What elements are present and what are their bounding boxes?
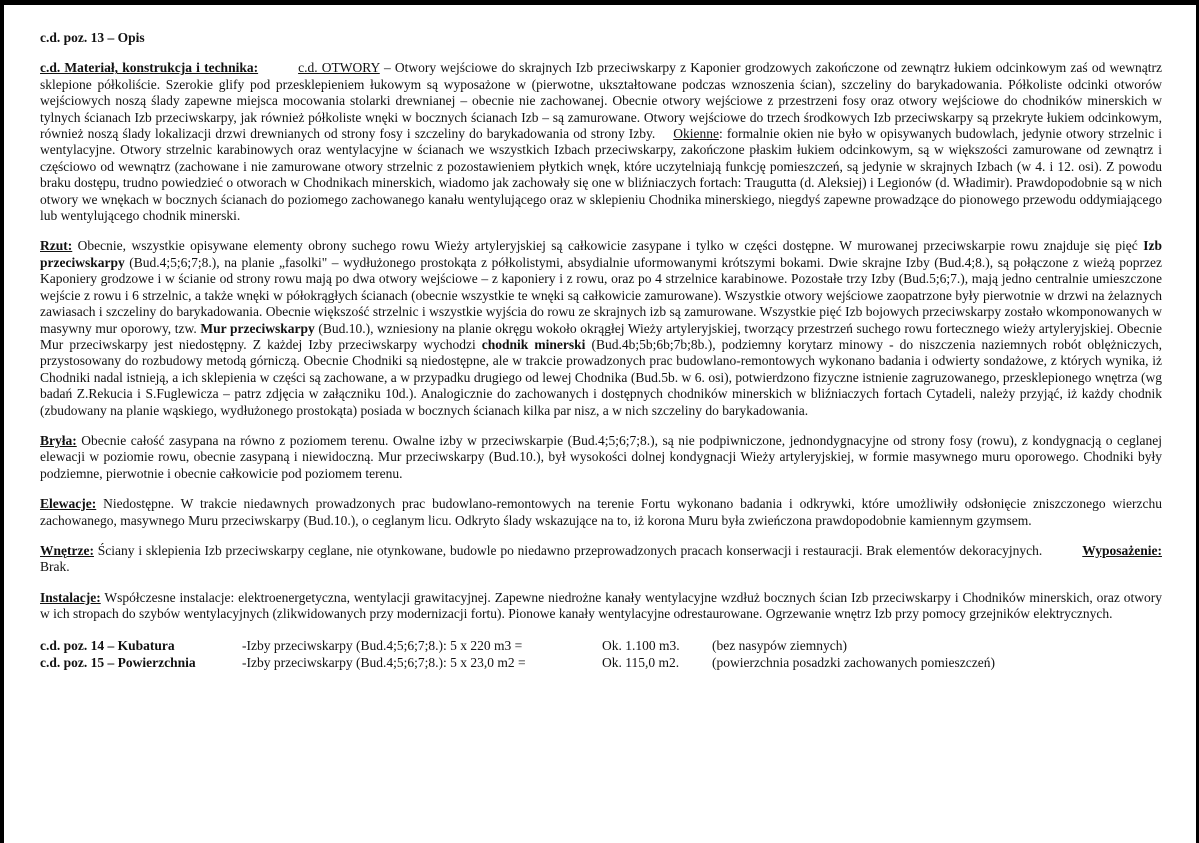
section-instalacje-label: Instalacje: — [40, 589, 101, 605]
footer-row-kubatura — [40, 637, 1162, 654]
section-instalacje-text: Współczesne instalacje: elektroenergetyczna, wentylacji grawitacyjnej. Zapewne niedrożne kanały wentylacyjne wzdłuż bocznych ścian Izb przeciwskarpy i Chodników minerskich, oraz otwory w ich stropach do szybów wentylacyjnych (zlikwidowanych przy modernizacji fortu). Pionowe kanały wentylacyjne odrestaurowane. Ogrzewanie wnętrz Izb przy pomocy grzejników elektrycznych. — [40, 589, 1162, 622]
scan-border-top — [0, 0, 1199, 5]
footer-label: c.d. poz. 15 – Powierzchnia — [40, 654, 196, 670]
section-bryla-label: Bryła: — [40, 432, 77, 448]
section-instalacje — [40, 590, 1162, 623]
section-rzut-label: Rzut: — [40, 238, 73, 254]
section-elewacje-label: Elewacje: — [40, 496, 97, 512]
section-wyposazenie-label: Wyposażenie: — [1082, 542, 1162, 558]
section-bryla-text: Obecnie całość zasypana na równo z poziomem terenu. Owalne izby w przeciwskarpie (Bud.4;5;6;7;8.), są nie podpiwniczone, jednondygnacyjne od strony fosy (rowu), z kondygnacją o ceglanej elewacji w poziomie rowu, obecnie zasypaną i niewidoczną. Mur przeciwskarpy (Bud.10.), był wysokości dolnej kondygnacji Wieży artyleryjskiej, w formie masywnego muru oporowego. Chodniki były podziemne, pierwotnie i obecnie całkowicie pod poziomem terenu. — [40, 432, 1162, 481]
scan-border-left — [0, 0, 4, 843]
section-bryla — [40, 433, 1162, 482]
section-material-text1: – Otwory wejściowe do skrajnych Izb przeciwskarpy z Kaponier grodzowych zakończone od zewnątrz łukiem odcinkowym zaś od wewnątrz sklepione półkoliście. Szerokie glify pod przesklepieniem łukowym są wyposażone w (pierwotne, ukształtowane podczas wznoszenia ścian), szczeliny do barykadowania. Półkoliste odcinki otworów wejściowych noszą ślady zapewne miejsca mocowania stolarki drewnianej – obecnie nie zachowanej. Obecnie otwory wejściowe z przestrzeni fosy oraz otwory wejściowe do chodników minerskich w tylnych ścianach Izb przeciwskarpy, jak również półkoliste wnęki w bocznych ścianach Izb – są zamurowane. Otwory wejściowe do trzech środkowych Izb przeciwskarpy są przekryte łukiem odcinkowym, również noszą ślady lokalizacji drzwi drewnianych od strony fosy i szczeliny do barykadowania od strony Izby. — [40, 60, 1162, 142]
section-rzut-text3: (Bud.10.), wzniesiony na planie okręgu wokoło okrągłej Wieży artyleryjskiej, tworzący przestrzeń suchego rowu fortecznego wieży artyleryjskiej. Obecnie Mur przeciwskarpy jest niedostępny. Z każdej Izby przeciwskarpy wychodzi — [40, 320, 1162, 352]
subsection-otwory-label: c.d. OTWORY — [298, 60, 380, 76]
footer-value: Ok. 115,0 m2. — [602, 654, 680, 670]
section-elewacje-text: Niedostępne. W trakcie niedawnych prowadzonych prac budowlano-remontowych na terenie Fortu wykonano badania i odkrywki, które umożliwiły odsłonięcie zniszczonego wierzchu zachowanego, masywnego Muru przeciwskarpy (Bud.10.), o ceglanym licu. Odkryto ślady wskazujące na to, iż korona Muru była zwieńczona prawdopodobnie kamiennym gzymsem. — [40, 496, 1162, 528]
section-wnetrze-label: Wnętrze: — [40, 542, 94, 558]
section-rzut-text2: (Bud.4;5;6;7;8.), na planie „fasolki" – wydłużonego prostokąta z półkolistymi, absydialnie uformowanymi krótszymi bokami. Dwie skrajne Izby (Bud.4;8.), są połączone z wieżą poprzez Kaponiery grodzowe i w ścianie od strony rowu mają po dwa otwory wejściowe – z kaponiery i z rowu, oraz po 4 strzelnice karabinowe. Pozostałe trzy Izby (Bud.5;6;7.), mają jedno centralnie umieszczone wejście z rowu i 6 strzelnic, a także wnęki w półokrągłych ścianach (obecnie wszystkie te wnęki są całkowicie zamurowane). Wszystkie otwory wejściowe zaopatrzone były pierwotnie w drzwi na żelaznych zawiasach i szczeliny do barykadowania. Obecnie większość strzelnic i wszystkie wyjścia do rowu ze skrajnych izb są zamurowane. Wszystkie pięć Izb bojowych przeciwskarpy zostało wkomponowanych w masywny mur oporowy, tzw. — [40, 254, 1162, 336]
section-wnetrze — [40, 543, 1162, 576]
section-material-text2: : formalnie okien nie było w opisywanych budowlach, jedynie otwory strzelnic i wentylacyjne. Otwory strzelnic karabinowych oraz wentylacyjne w ścianach we wszystkich Izbach przeciwskarpy, zakończone płaskim łukiem odcinkowym, są w większości zamurowane od zewnątrz i częściowo od wewnątrz (zachowane i nie zamurowane otwory strzelnic z pozostawieniem płytkich wnęk, które uczytelniają funkcję pomieszczeń, są jedynie w skrajnych Izbach (w 4. i 12. osi). Z powodu braku dostępu, trudno powiedzieć o otworach w Chodnikach minerskich, wiadomo jak zachowały się one w bliźniaczych fortach: Traugutta (d. Aleksiej) i Legionów (d. Władimir). Prawdopodobnie są w nich otwory we wnękach w bocznych ścianach do poziomego zachowanego kanału wentylującego oraz w sklepieniu Chodnika minerskiego, niegdyś zapewne prowadzące do pionowego przewodu oddymiającego lub wentylującego chodnik minerski. — [40, 126, 1162, 224]
footer-note: (powierzchnia posadzki zachowanych pomieszczeń) — [712, 654, 995, 670]
section-rzut-text4: (Bud.4b;5b;6b;7b;8b.), podziemny korytarz minowy - do niszczenia naziemnych robót oblężniczych, przystosowany do rozbudowy metodą górniczą. Obecnie Chodniki są niedostępne, ale w trakcie prowadzonych prac budowlano-remontowych wykonano badania i odwierty sondażowe, z których wynika, iż Chodniki nadal istnieją, a ich sklepienia w części są zachowane, a w przypadku drugiego od lewej Chodnika (Bud.5b. w 6. osi), potwierdzono fizyczne istnienie zagruzowanego, przesklepionego wnętrza (wg badań Z.Rekucia i S.Fuglewicza – patrz zdjęcia w załączniku 10d.). Analogicznie do zachowanych i dostępnych chodników minerskich w bliźniaczych fortach Cytadeli, należy przyjąć, iż każdy chodnik (zbudowany na planie wąskiego, wydłużonego prostokąta) posiada w bocznych ścianach kilka par nisz, a w nich szczeliny do barykadowania. — [40, 336, 1162, 418]
footer-formula: -Izby przeciwskarpy (Bud.4;5;6;7;8.): 5 x 220 m3 = — [242, 637, 523, 653]
footer-label: c.d. poz. 14 – Kubatura — [40, 637, 175, 653]
page-header: c.d. poz. 13 – Opis — [40, 30, 145, 45]
section-wyposazenie-text: Brak. — [40, 559, 70, 575]
subsection-okienne-label: Okienne — [673, 126, 719, 142]
section-elewacje — [40, 496, 1162, 529]
section-rzut — [40, 238, 1162, 418]
section-material-label: c.d. Materiał, konstrukcja i technika: — [40, 60, 259, 76]
term-izb-przeciwskarpy: Izb przeciwskarpy — [40, 238, 1162, 270]
footer-row-powierzchnia — [40, 654, 1162, 671]
section-rzut-text1: Obecnie, wszystkie opisywane elementy obrony suchego rowu Wieży artyleryjskiej są całkowicie zasypane i tylko w części dostępne. W murowanej przeciwskarpie rowu znajduje się pięć — [72, 238, 1144, 254]
term-mur-przeciwskarpy: Mur przeciwskarpy — [200, 320, 315, 336]
footer-formula: -Izby przeciwskarpy (Bud.4;5;6;7;8.): 5 x 23,0 m2 = — [242, 654, 526, 670]
footer-metrics — [40, 637, 1162, 671]
section-wnetrze-text: Ściany i sklepienia Izb przeciwskarpy ceglane, nie otynkowane, budowle po niedawno przeprowadzonych pracach konserwacji i restauracji. Brak elementów dekoracyjnych. — [93, 542, 1043, 558]
footer-value: Ok. 1.100 m3. — [602, 637, 680, 653]
document-page — [40, 30, 1162, 671]
term-chodnik-minerski: chodnik minerski — [481, 336, 586, 352]
section-material — [40, 60, 1162, 224]
footer-note: (bez nasypów ziemnych) — [712, 637, 847, 653]
